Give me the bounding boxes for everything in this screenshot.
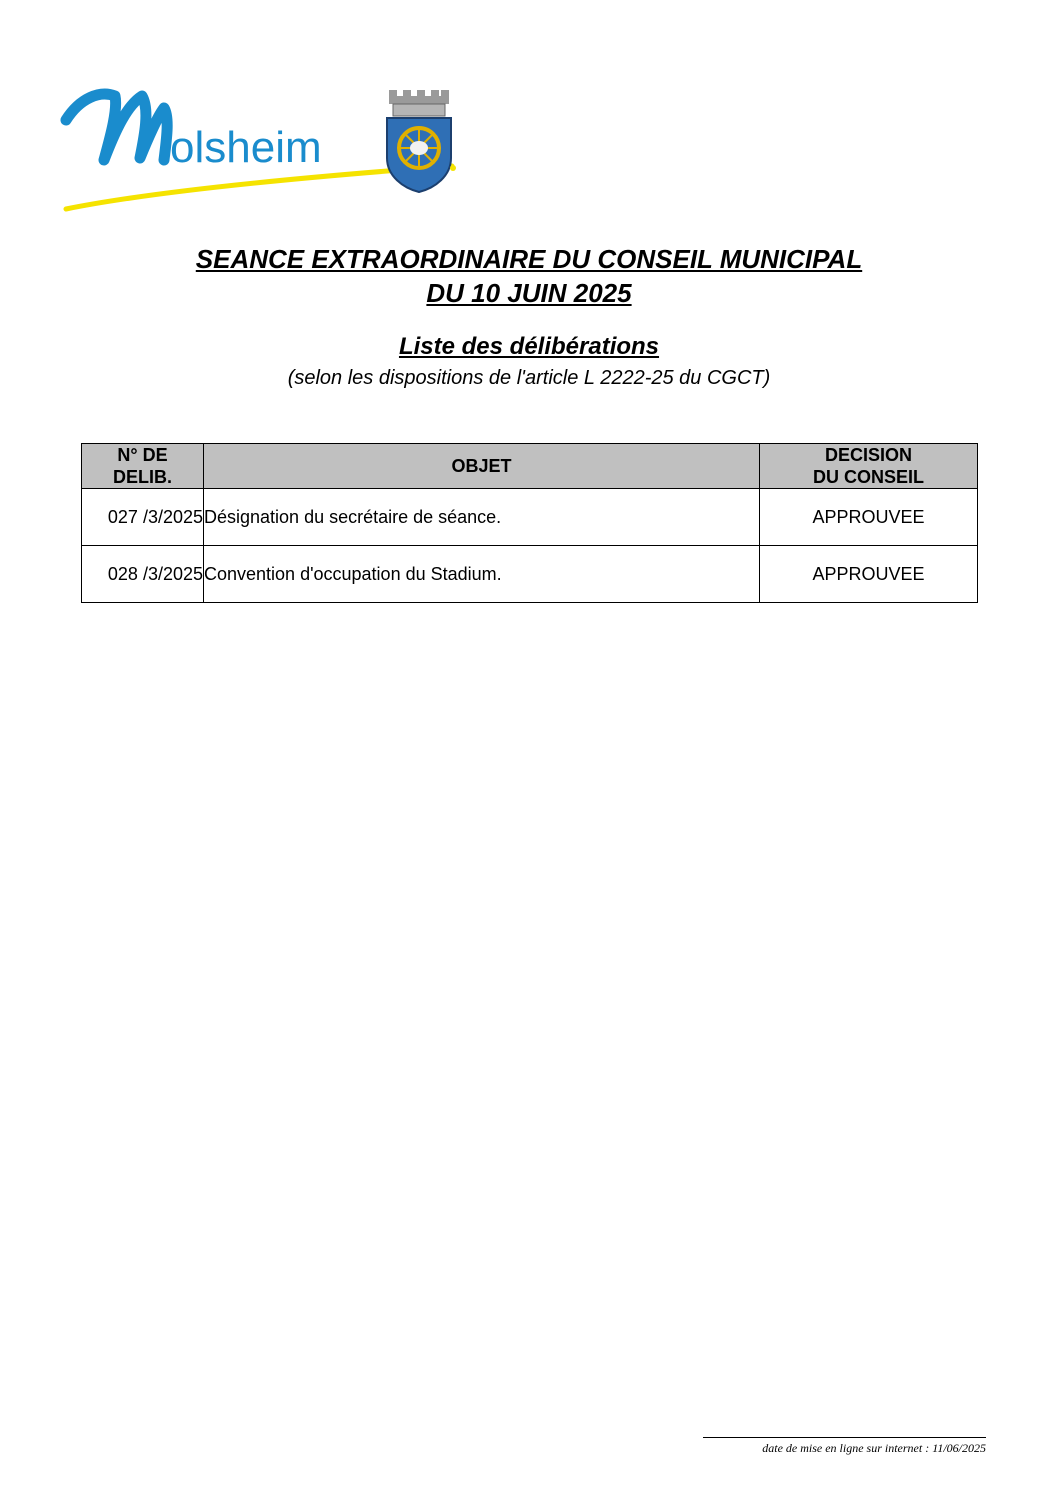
header-decision-line-2: DU CONSEIL <box>812 467 924 487</box>
header-decision <box>760 444 978 489</box>
deliberations-table <box>81 443 978 603</box>
table-row <box>82 489 978 546</box>
table-row <box>82 546 978 603</box>
molsheim-logo <box>60 88 465 218</box>
page-title-line-1: SEANCE EXTRAORDINAIRE DU CONSEIL MUNICIPAL <box>195 244 863 274</box>
deliberation-object: Convention d'occupation du Stadium. <box>204 546 760 603</box>
deliberation-number: 027 /3/2025 <box>82 489 204 546</box>
svg-text:olsheim: olsheim <box>170 123 322 172</box>
header-num <box>82 444 204 489</box>
deliberation-number: 028 /3/2025 <box>82 546 204 603</box>
header-object: OBJET <box>204 444 760 489</box>
publication-date-footer: date de mise en ligne sur internet : 11/06/2025 <box>703 1437 986 1457</box>
table-header-row <box>82 444 978 489</box>
deliberation-object: Désignation du secrétaire de séance. <box>204 489 760 546</box>
deliberation-decision: APPROUVEE <box>760 489 978 546</box>
header-decision-line-1: DECISION <box>824 445 912 465</box>
page-title-line-2: DU 10 JUIN 2025 <box>426 278 632 308</box>
deliberation-decision: APPROUVEE <box>760 546 978 603</box>
list-title: Liste des délibérations <box>398 333 660 360</box>
header-num-line-2: DELIB. <box>112 467 172 487</box>
legal-note: (selon les dispositions de l'article L 2222-25 du CGCT) <box>287 367 771 389</box>
header-num-line-1: N° DE <box>117 445 168 465</box>
